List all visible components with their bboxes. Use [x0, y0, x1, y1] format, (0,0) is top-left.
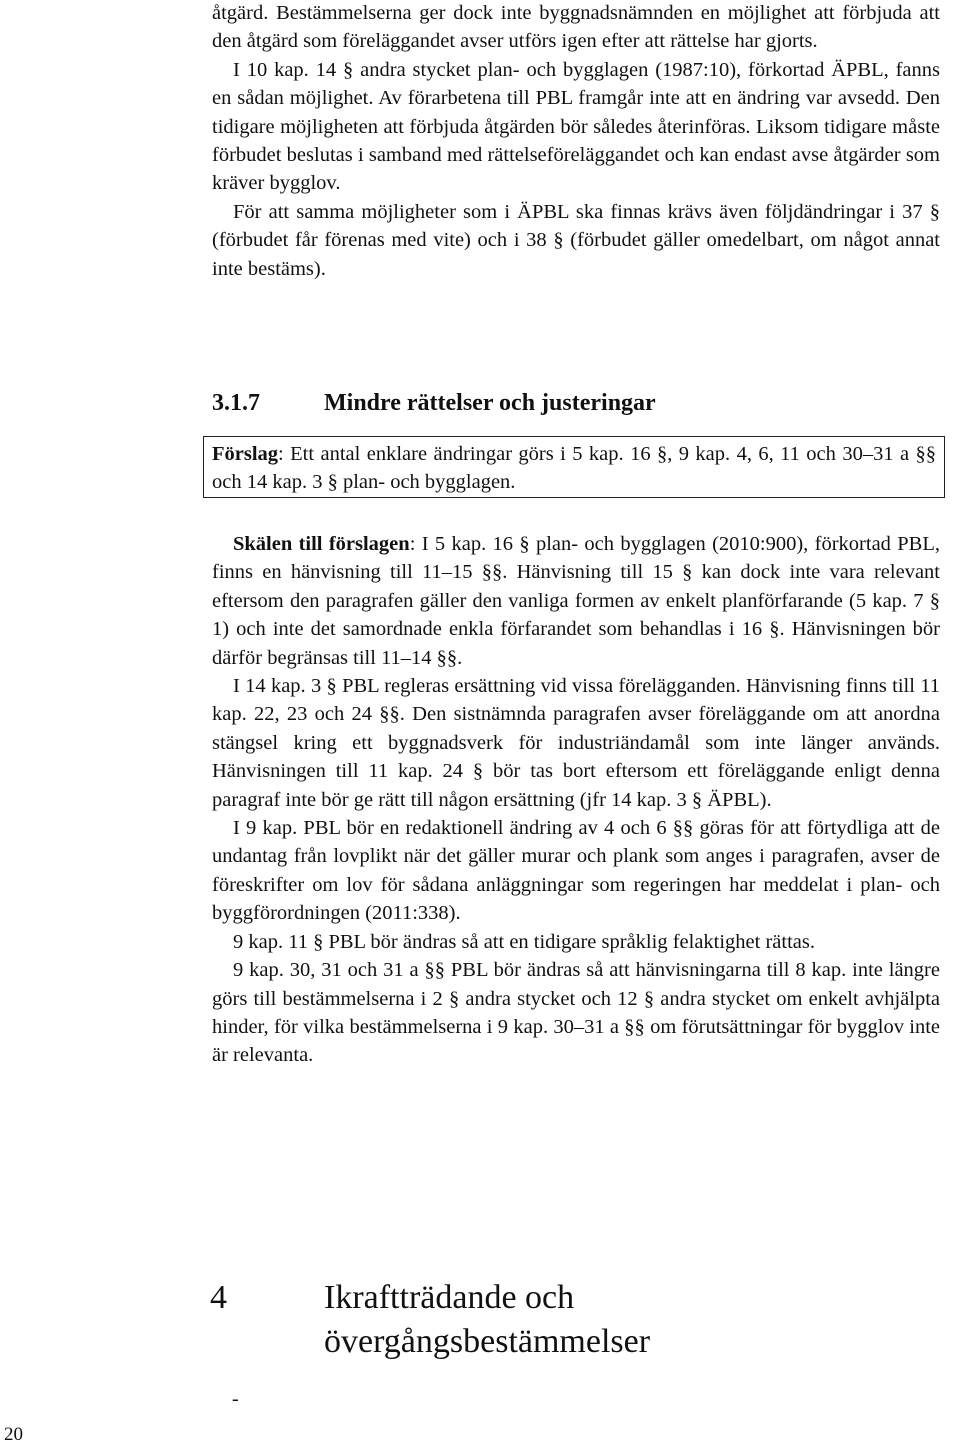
- chapter-title-line-2: övergångsbestämmelser: [324, 1323, 651, 1360]
- section-heading: [212, 390, 940, 417]
- proposal-body: : Ett antal enklare ändringar görs i 5 kap. 16 §, 9 kap. 4, 6, 11 och 30–31 a §§ och 14 kap. 3 § plan- och bygglagen.: [212, 443, 936, 493]
- reasons-body: : I 5 kap. 16 § plan- och bygglagen (2010:900), förkortad PBL, finns en hänvisning till 11–15 §§. Hänvisning till 15 § kan dock inte vara relevant eftersom den paragrafen gäller den vanliga formen av enkelt planförfarande (5 kap. 7 § 1) och inte det samordnade enkla förfarandet som behandlas i 16 §. Hänvisningen bör därför begränsas till 11–14 §§.: [212, 533, 940, 669]
- paragraph: 9 kap. 30, 31 och 31 a §§ PBL bör ändras så att hänvisningarna till 8 kap. inte längre görs till bestämmelserna i 2 § andra stycket och 12 § andra stycket om enkelt avhjälpta hinder, för vilka bestämmelserna i 9 kap. 30–31 a §§ om förutsättningar för bygglov inte är relevanta.: [212, 959, 940, 1067]
- proposal-box: [203, 436, 945, 498]
- chapter-title-line-1: Ikraftträdande och: [324, 1279, 575, 1316]
- paragraph: I 9 kap. PBL bör en redaktionell ändring av 4 och 6 §§ göras för att förtydliga att de undantag från lovplikt när det gäller murar och plank som anges i paragrafen, avser de föreskrifter om lov för sådana anläggningar som regeringen har meddelat i plan- och byggförordningen (2011:338).: [212, 817, 940, 925]
- section-number: 3.1.7: [212, 390, 260, 416]
- paragraph: I 14 kap. 3 § PBL regleras ersättning vid vissa förelägganden. Hänvisning finns till 11 kap. 22, 23 och 24 §§. Den sistnämnda paragrafen avser föreläggande om att anordna stängsel kring ett byggnadsverk för industriändamål som inte länger används. Hänvisningen till 11 kap. 24 § bör tas bort eftersom ett föreläggande enligt denna paragraf inte bör ge rätt till någon ersättning (jfr 14 kap. 3 § ÄPBL).: [212, 675, 940, 811]
- reasons-label: Skälen till förslagen: [233, 533, 410, 555]
- chapter-heading: [210, 1276, 650, 1364]
- paragraph: [212, 530, 940, 672]
- paragraph: 9 kap. 11 § PBL bör ändras så att en tidigare språklig felaktighet rättas.: [233, 930, 815, 953]
- paragraph: I 10 kap. 14 § andra stycket plan- och bygglagen (1987:10), förkortad ÄPBL, fanns en sådan möjlighet. Av förarbetena till PBL framgår inte att en ändring var avsedd. Den tidigare möjligheten att förbjuda åtgärden bör således återinföras. Liksom tidigare måste förbudet beslutas i samband med rättelseföreläggandet och kan endast avse åtgärder som kräver bygglov.: [212, 58, 940, 195]
- paragraph: åtgärd. Bestämmelserna ger dock inte byggnadsnämnden en möjlighet att förbjuda att den åtgärd som föreläggandet avser utförs igen efter att rättelse har gjorts.: [212, 2, 940, 53]
- reasons-section: [212, 530, 940, 1070]
- intro-section: [212, 0, 940, 283]
- section-title: Mindre rättelser och justeringar: [324, 390, 656, 416]
- chapter-number: 4: [210, 1279, 227, 1316]
- proposal-label: Förslag: [212, 443, 279, 465]
- dash-mark: -: [232, 1388, 239, 1410]
- page-number: 20: [4, 1424, 23, 1445]
- chapter-title: [324, 1276, 650, 1364]
- paragraph: För att samma möjligheter som i ÄPBL ska finnas krävs även följdändringar i 37 § (förbudet får förenas med vite) och i 38 § (förbudet gäller omedelbart, om något annat inte bestäms).: [212, 200, 940, 280]
- proposal-text: [212, 440, 936, 496]
